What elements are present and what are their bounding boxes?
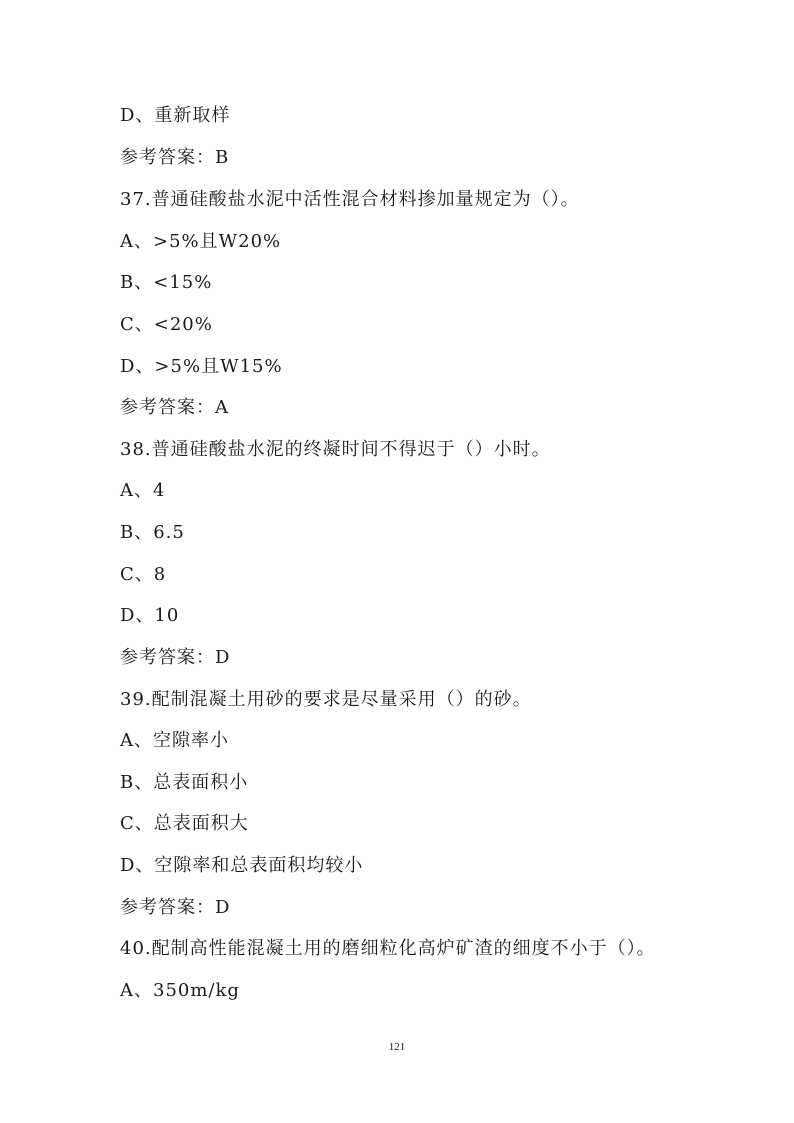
answer-line: 参考答案：D [120,647,231,668]
question-40: 40.配制高性能混凝土用的磨细粒化高炉矿渣的细度不小于（）。 [120,938,656,959]
option-d-line: D、>5%且W15% [120,356,283,377]
answer-line: 参考答案：B [120,147,230,168]
answer-line: 参考答案：D [120,897,231,918]
question-38: 38.普通硅酸盐水泥的终凝时间不得迟于（）小时。 [120,439,551,460]
option-b-line: B、总表面积小 [120,772,249,793]
option-d-line: D、重新取样 [120,105,231,126]
question-37: 37.普通硅酸盐水泥中活性混合材料掺加量规定为（）。 [120,189,580,210]
option-b-line: B、<15% [120,272,213,293]
option-d-line: D、空隙率和总表面积均较小 [120,855,364,876]
option-b-line: B、6.5 [120,522,185,543]
option-a-line: A、空隙率小 [120,730,229,751]
option-d-line: D、10 [120,605,180,626]
option-c-line: C、总表面积大 [120,813,249,834]
option-c-line: C、8 [120,564,167,585]
option-a-line: A、4 [120,480,166,501]
question-39: 39.配制混凝土用砂的要求是尽量采用（）的砂。 [120,689,532,710]
option-a-line: A、350m/kg [120,980,240,1001]
answer-line: 参考答案：A [120,397,229,418]
page-number: 121 [388,1041,406,1053]
option-a-line: A、>5%且W20% [120,231,282,252]
option-c-line: C、<20% [120,314,213,335]
